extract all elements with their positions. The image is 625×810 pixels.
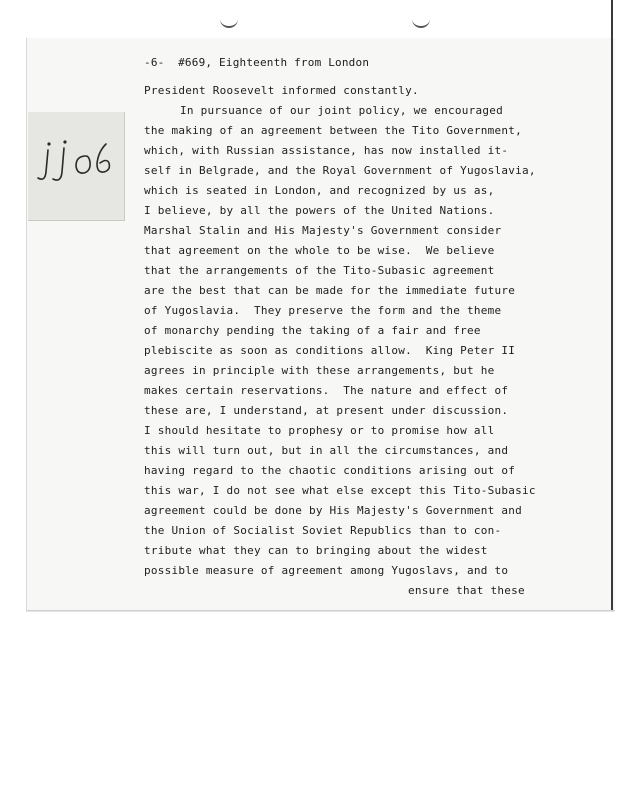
text-line: I should hesitate to prophesy or to promise how all (144, 424, 495, 437)
handwritten-label-sticker (28, 112, 125, 221)
text-line: that agreement on the whole to be wise. We believe (144, 244, 495, 257)
text-line: agrees in principle with these arrangements, but he (144, 364, 495, 377)
text-line: President Roosevelt informed constantly. (144, 84, 419, 97)
text-line: which is seated in London, and recognized by us as, (144, 184, 495, 197)
text-line: possible measure of agreement among Yugoslavs, and to (144, 564, 509, 577)
text-line: the Union of Socialist Soviet Republics than to con- (144, 524, 502, 537)
binder-hole-right (412, 14, 430, 28)
binder-hole-left (220, 14, 238, 28)
text-line: these are, I understand, at present under discussion. (144, 404, 509, 417)
text-line: agreement could be done by His Majesty's Government and (144, 504, 522, 517)
text-line: which, with Russian assistance, has now installed it- (144, 144, 509, 157)
sheet-edge-shadow (611, 0, 613, 610)
text-line: tribute what they can to bringing about the widest (144, 544, 488, 557)
text-line: self in Belgrade, and the Royal Government of Yugoslavia, (144, 164, 536, 177)
text-line: having regard to the chaotic conditions arising out of (144, 464, 516, 477)
text-line: ensure that these (408, 584, 525, 597)
text-line: this will turn out, but in all the circumstances, and (144, 444, 509, 457)
text-line: I believe, by all the powers of the United Nations. (144, 204, 495, 217)
text-line: that the arrangements of the Tito-Subasic agreement (144, 264, 495, 277)
text-line: Marshal Stalin and His Majesty's Government consider (144, 224, 502, 237)
text-line: are the best that can be made for the immediate future (144, 284, 516, 297)
text-line: plebiscite as soon as conditions allow. King Peter II (144, 344, 516, 357)
text-line: the making of an agreement between the Tito Government, (144, 124, 522, 137)
text-line: makes certain reservations. The nature and effect of (144, 384, 509, 397)
text-line: this war, I do not see what else except this Tito-Subasic (144, 484, 536, 497)
page-header: -6- #669, Eighteenth from London (144, 56, 370, 69)
handwritten-jj06-mark (34, 132, 118, 194)
text-line: of monarchy pending the taking of a fair and free (144, 324, 481, 337)
text-line: In pursuance of our joint policy, we encouraged (180, 104, 504, 117)
text-line: of Yugoslavia. They preserve the form and the theme (144, 304, 502, 317)
